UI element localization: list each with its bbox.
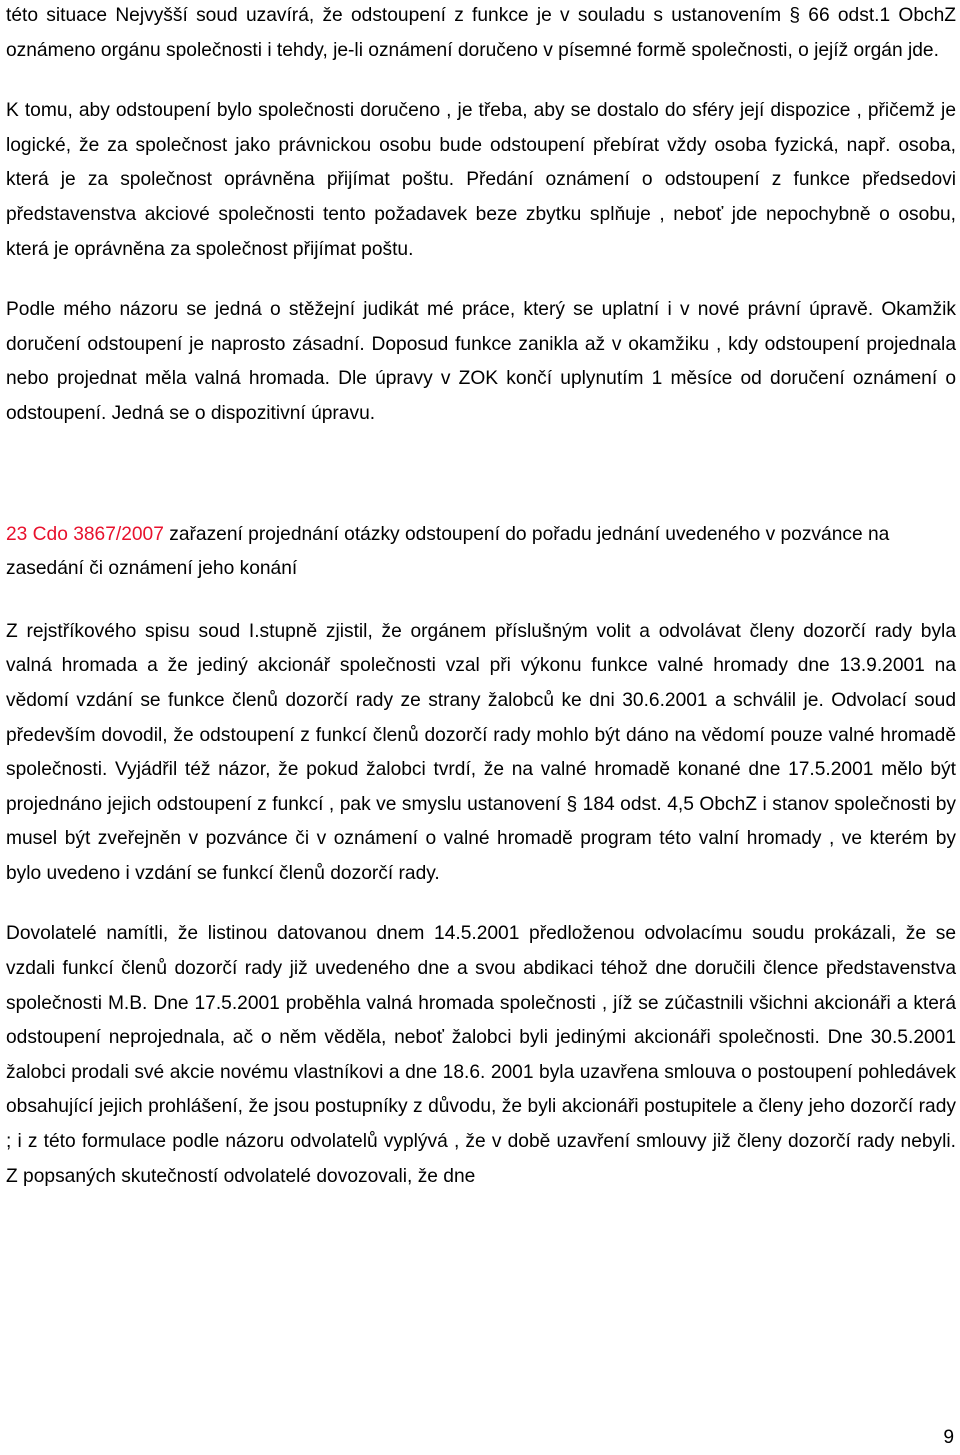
paragraph-2-text: K tomu, aby odstoupení bylo společnosti doručeno , je třeba, aby se dostalo do sféry její dispozice , přičemž je logické, že za společnost jako právnickou osobu bude odstoupení přebírat vždy osoba fyzická, např. osoba, která je za společnost oprávněna přijímat poštu. Předání oznámení o odstoupení z funkce předsedovi představenstva akciové společnosti tento požadavek beze zbytku splňuje , neboť jde nepochybně o osobu, která je oprávněna za společnost přijímat poštu. <box>6 100 956 260</box>
document-page <box>6 0 956 1194</box>
case-heading <box>6 518 956 587</box>
paragraph-3 <box>6 293 956 431</box>
paragraph-2 <box>6 94 956 267</box>
paragraph-6-text: Dovolatelé namítli, že listinou datovanou dnem 14.5.2001 předloženou odvolacímu soudu prokázali, že se vzdali funkcí členů dozorčí rady již uvedeného dne a svou abdikaci téhož dne doručili člence představenstva společnosti M.B. Dne 17.5.2001 proběhla valná hromada společnosti , jíž se zúčastnili všichni akcionáři a která odstoupení neprojednala, ač o něm věděla, neboť žalobci byli jedinými akcionáři společnosti. Dne 30.5.2001 žalobci prodali své akcie novému vlastníkovi a dne 18.6. 2001 byla uzavřena smlouva o postoupení pohledávek obsahující jejich prohlášení, že jsou postupníky z důvodu, že byli akcionáři postupitele a členy jeho dozorčí rady ; i z této formulace podle názoru odvolatelů vyplývá , že v době uzavření smlouvy již členy dozorčí rady nebyli. Z popsaných skutečností odvolatelé dovozovali, že dne <box>6 923 956 1187</box>
paragraph-5-text: Z rejstříkového spisu soud I.stupně zjistil, že orgánem příslušným volit a odvolávat členy dozorčí rady byla valná hromada a že jediný akcionář společnosti vzal při výkonu funkce valné hromady dne 13.9.2001 na vědomí vzdání se funkce členů dozorčí rady ze strany žalobců ke dni 30.6.2001 a schválil je. Odvolací soud především dovodil, že odstoupení z funkcí členů dozorčí rady mohlo být dáno na vědomí pouze valné hromadě společnosti. Vyjádřil též názor, že pokud žalobci tvrdí, že na valné hromadě konané dne 17.5.2001 mělo být projednáno jejich odstoupení z funkcí , pak ve smyslu ustanovení § 184 odst. 4,5 ObchZ i stanov společnosti by musel být zveřejněn v pozvánce či v oznámení o valné hromadě program této valní hromady , ve kterém by bylo uvedeno i vzdání se funkcí členů dozorčí rady. <box>6 620 956 884</box>
paragraph-5 <box>6 615 956 892</box>
paragraph-1 <box>6 0 956 68</box>
paragraph-6 <box>6 917 956 1194</box>
paragraph-3-text: Podle mého názoru se jedná o stěžejní judikát mé práce, který se uplatní i v nové právní úpravě. Okamžik doručení odstoupení je naprosto zásadní. Doposud funkce zanikla až v okamžiku , kdy odstoupení projednala nebo projednat měla valná hromada. Dle úpravy v ZOK končí uplynutím 1 měsíce od doručení oznámení o odstoupení. Jedná se o dispozitivní úpravu. <box>6 299 956 424</box>
case-reference: 23 Cdo 3867/2007 <box>6 523 164 545</box>
page-number: 9 <box>943 1427 954 1448</box>
paragraph-1-text: této situace Nejvyšší soud uzavírá, že odstoupení z funkce je v souladu s ustanovením § 66 odst.1 ObchZ oznámeno orgánu společnosti i tehdy, je-li oznámení doručeno v písemné formě společnosti, o jejíž orgán jde. <box>6 5 956 61</box>
case-heading-text: zařazení projednání otázky odstoupení do pořadu jednání uvedeného v pozvánce na zasedání či oznámení jeho konání <box>6 523 890 580</box>
